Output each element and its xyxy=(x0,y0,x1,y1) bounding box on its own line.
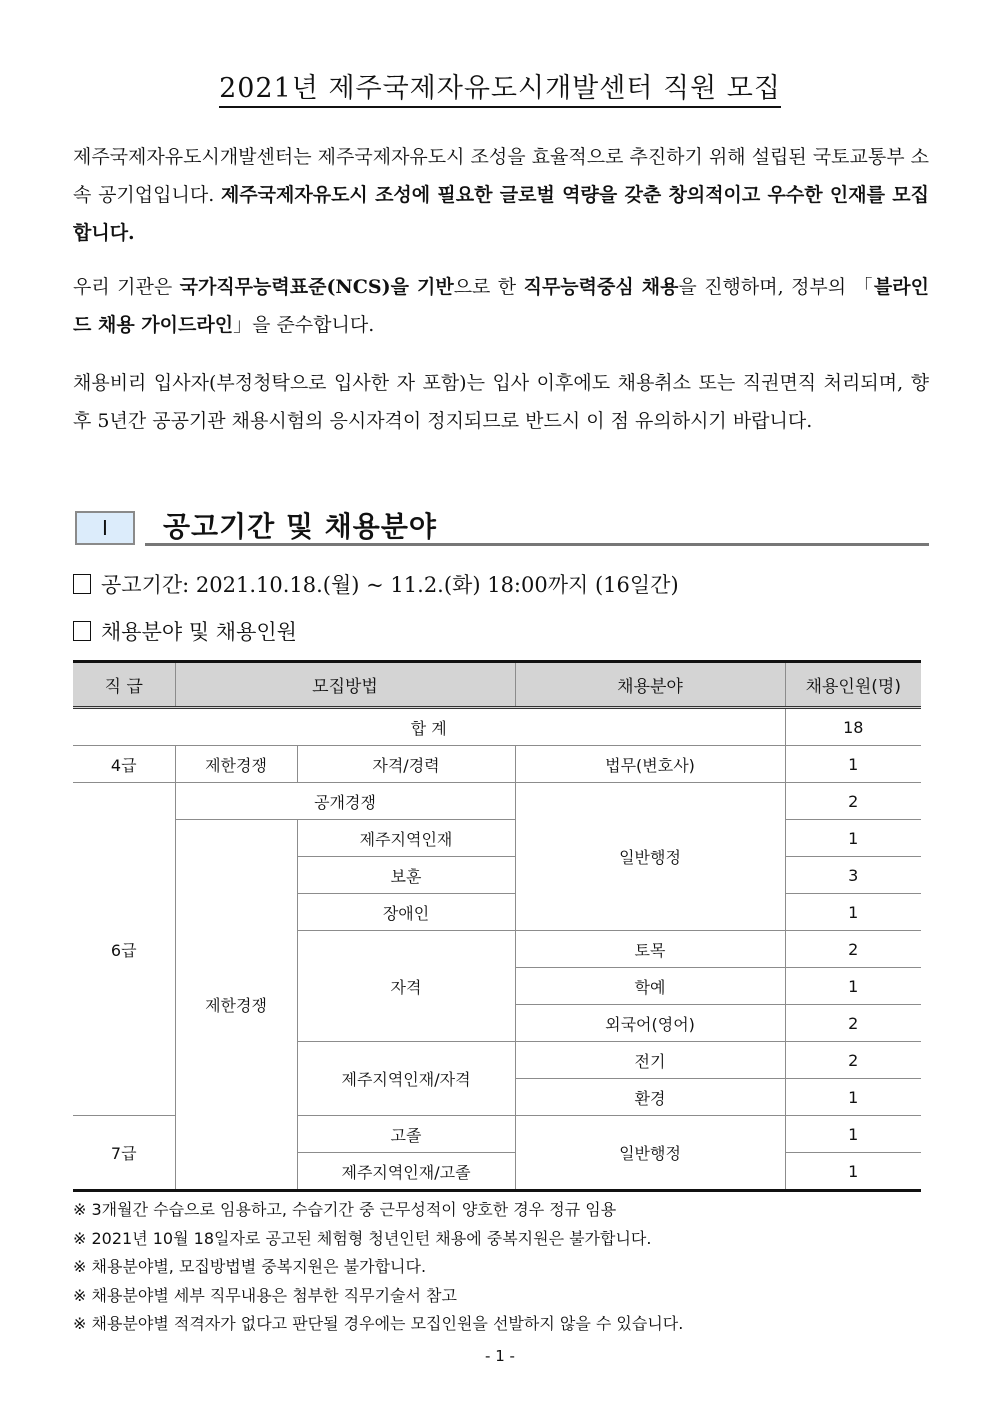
header-count: 채용인원(명) xyxy=(785,662,921,708)
method-cell: 제한경쟁 xyxy=(175,746,297,783)
count-cell: 1 xyxy=(785,820,921,857)
grade-cell: 7급 xyxy=(73,1116,175,1191)
field-cell: 환경 xyxy=(515,1079,785,1116)
grade-cell: 4급 xyxy=(73,746,175,783)
count-cell: 2 xyxy=(785,1042,921,1079)
note-item: ※ 채용분야별, 모집방법별 중복지원은 불가합니다. xyxy=(73,1257,427,1276)
document-title: 2021년 제주국제자유도시개발센터 직원 모집 xyxy=(0,66,1000,105)
method-detail-cell: 제주지역인재 xyxy=(297,820,515,857)
section-number-box: Ⅰ xyxy=(75,511,135,545)
field-cell: 토목 xyxy=(515,931,785,968)
field-cell: 법무(변호사) xyxy=(515,746,785,783)
page-number: - 1 - xyxy=(485,1347,515,1365)
header-method: 모집방법 xyxy=(175,662,515,708)
intro-paragraph-1: 제주국제자유도시개발센터는 제주국제자유도시 조성을 효율적으로 추진하기 위해 설립된 국토교통부 소속 공기업입니다. 제주국제자유도시 조성에 필요한 글로벌 역량을 갖춘 창의적이고 우수한 인재를 모집합니다. xyxy=(73,146,929,244)
count-cell: 1 xyxy=(785,1116,921,1153)
notes-list xyxy=(73,1196,683,1339)
method-detail-cell: 보훈 xyxy=(297,857,515,894)
table-header-row xyxy=(73,662,921,708)
field-cell: 외국어(영어) xyxy=(515,1005,785,1042)
method-cell: 공개경쟁 xyxy=(175,783,515,820)
note-item: ※ 채용분야별 세부 직무내용은 첨부한 직무기술서 참고 xyxy=(73,1285,457,1305)
note-item: ※ 2021년 10월 18일자로 공고된 체험형 청년인턴 채용에 중복지원은 불가합니다. xyxy=(73,1228,652,1248)
note-item: ※ 채용분야별 적격자가 없다고 판단될 경우에는 모집인원을 선발하지 않을 수 있습니다. xyxy=(73,1314,684,1333)
field-bullet: 채용분야 및 채용인원 xyxy=(73,616,297,646)
recruitment-table xyxy=(73,660,921,1192)
intro-paragraph-2: 우리 기관은 국가직무능력표준(NCS)을 기반으로 한 직무능력중심 채용을 진행하며, 정부의 「블라인드 채용 가이드라인」을 준수합니다. xyxy=(73,276,929,336)
intro-paragraph-3: 채용비리 입사자(부정청탁으로 입사한 자 포함)는 입사 이후에도 채용취소 또는 직권면직 처리되며, 향후 5년간 공공기관 채용시험의 응시자격이 정지되므로 반드시 이 점 유의하시기 바랍니다. xyxy=(73,372,929,432)
header-grade: 직 급 xyxy=(73,662,175,708)
total-value: 18 xyxy=(785,708,921,746)
method-detail-cell: 자격/경력 xyxy=(297,746,515,783)
table-row xyxy=(73,746,921,783)
count-cell: 2 xyxy=(785,1005,921,1042)
count-cell: 1 xyxy=(785,746,921,783)
total-label: 합 계 xyxy=(73,708,785,746)
method-cell: 제한경쟁 xyxy=(175,820,297,1191)
method-detail-cell: 장애인 xyxy=(297,894,515,931)
note-item: ※ 3개월간 수습으로 임용하고, 수습기간 중 근무성적이 양호한 경우 정규 임용 xyxy=(73,1200,617,1219)
count-cell: 1 xyxy=(785,1153,921,1191)
count-cell: 3 xyxy=(785,857,921,894)
grade-cell: 6급 xyxy=(73,783,175,1116)
section-heading xyxy=(73,509,929,547)
table-row xyxy=(73,783,921,820)
table-row xyxy=(73,820,921,857)
checkbox-square-icon xyxy=(73,621,91,641)
count-cell: 1 xyxy=(785,894,921,931)
method-detail-cell: 고졸 xyxy=(297,1116,515,1153)
field-cell: 일반행정 xyxy=(515,1116,785,1191)
count-cell: 1 xyxy=(785,1079,921,1116)
field-cell: 전기 xyxy=(515,1042,785,1079)
section-underline xyxy=(145,543,929,546)
period-bullet: 공고기간: 2021.10.18.(월) ~ 11.2.(화) 18:00까지 (16일간) xyxy=(73,569,679,599)
count-cell: 2 xyxy=(785,783,921,820)
method-detail-cell: 자격 xyxy=(297,931,515,1042)
checkbox-square-icon xyxy=(73,574,91,594)
header-field: 채용분야 xyxy=(515,662,785,708)
count-cell: 2 xyxy=(785,931,921,968)
section-title: 공고기간 및 채용분야 xyxy=(163,510,437,543)
field-cell: 학예 xyxy=(515,968,785,1005)
table-row-total xyxy=(73,708,921,746)
count-cell: 1 xyxy=(785,968,921,1005)
method-detail-cell: 제주지역인재/고졸 xyxy=(297,1153,515,1191)
method-detail-cell: 제주지역인재/자격 xyxy=(297,1042,515,1116)
field-cell: 일반행정 xyxy=(515,783,785,931)
